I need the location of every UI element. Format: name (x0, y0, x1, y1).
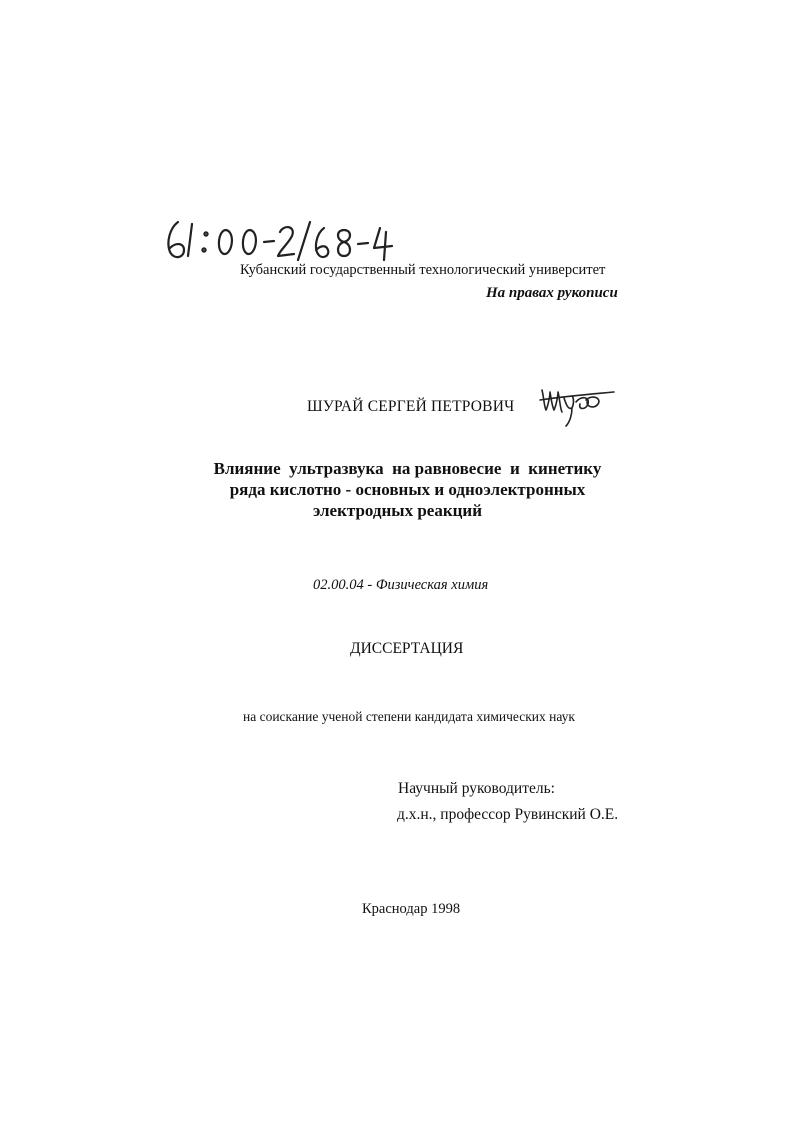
signature-drawing (536, 384, 616, 428)
supervisor-label: Научный руководитель: (398, 780, 555, 797)
dissertation-title (0, 458, 795, 521)
author-name: ШУРАЙ СЕРГЕЙ ПЕТРОВИЧ (307, 398, 515, 415)
place-and-year: Краснодар 1998 (362, 901, 461, 917)
degree-statement: на соискание ученой степени кандидата химических наук (243, 709, 575, 724)
specialty-code: 02.00.04 - Физическая химия (313, 577, 489, 593)
supervisor-name: д.х.н., профессор Рувинский О.Е. (397, 806, 619, 823)
handwritten-code-drawing (160, 208, 400, 268)
title-line-2: ряда кислотно - основных и одноэлектронных (229, 480, 586, 499)
title-line-3: электродных реакций (312, 501, 483, 520)
title-line-1: Влияние ультразвука на равновесие и кинетику (213, 459, 602, 478)
rights-notice: На правах рукописи (486, 285, 618, 301)
university-name: Кубанский государственный технологический университет (240, 262, 606, 278)
author-signature (536, 384, 616, 428)
handwritten-catalog-code (160, 208, 400, 268)
document-type: ДИССЕРТАЦИЯ (350, 640, 464, 657)
